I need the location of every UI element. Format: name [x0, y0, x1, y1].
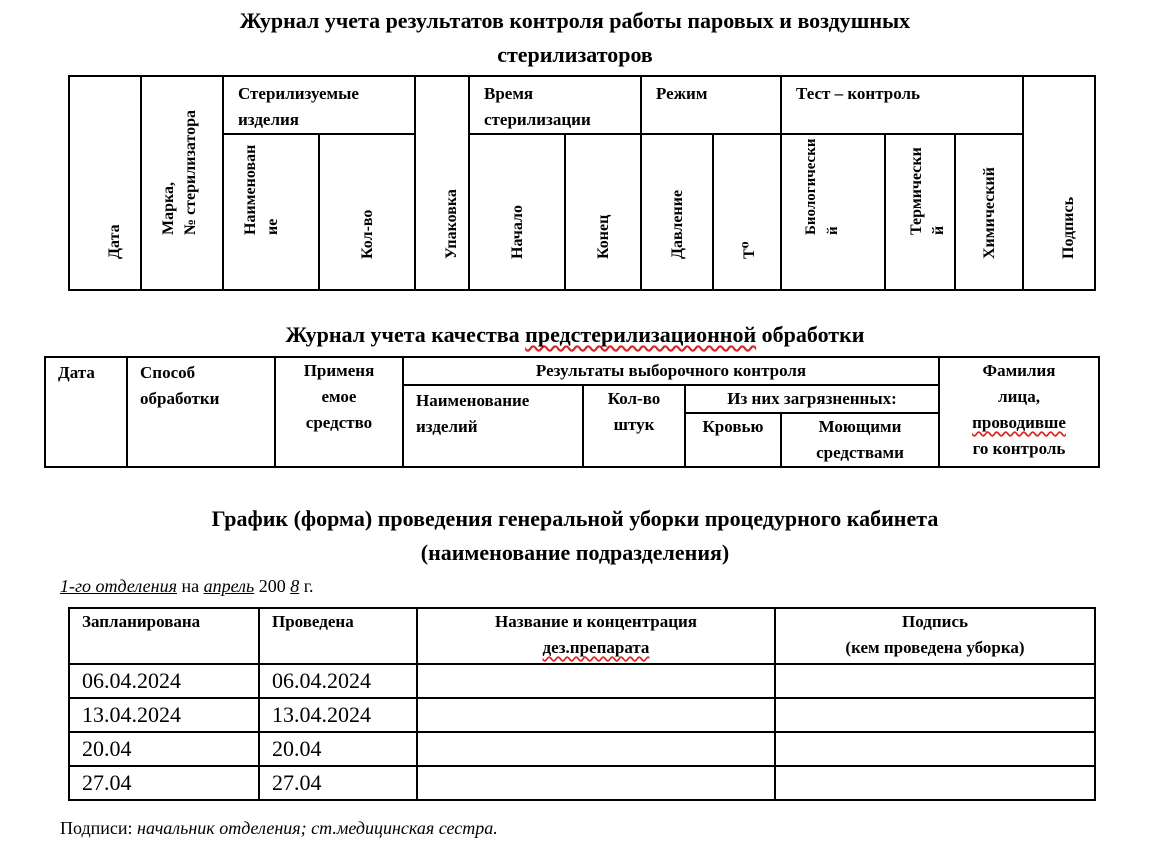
planned-date: 13.04.2024	[69, 698, 259, 732]
header-date: Дата	[45, 357, 127, 467]
table-row	[69, 698, 1095, 732]
header-item-name: Наименован ие	[223, 134, 319, 290]
disinfectant-cell	[417, 766, 775, 800]
planned-date: 20.04	[69, 732, 259, 766]
done-date: 06.04.2024	[259, 664, 417, 698]
header-signature: Подпись (кем проведена уборка)	[775, 608, 1095, 664]
header-detergents: Моющими средствами	[781, 413, 939, 467]
header-controller: Фамилия лица, проводивше го контроль	[939, 357, 1099, 467]
header-contaminated: Из них загрязненных:	[685, 385, 939, 413]
header-temperature: Т⁰	[713, 134, 781, 290]
journal1-title-line2: стерилизаторов	[497, 42, 653, 67]
journal1-title-line1: Журнал учета результатов контроля работы паровых и воздушных	[239, 8, 911, 33]
planned-date: 27.04	[69, 766, 259, 800]
header-planned: Запланирована	[69, 608, 259, 664]
signature-cell	[775, 664, 1095, 698]
done-date: 13.04.2024	[259, 698, 417, 732]
done-date: 20.04	[259, 732, 417, 766]
schedule-title-line1: График (форма) проведения генеральной уборки процедурного кабинета	[211, 506, 939, 531]
header-method: Способ обработки	[127, 357, 275, 467]
header-date: Дата	[69, 76, 141, 290]
header-mode: Режим	[641, 76, 781, 134]
header-disinfectant: Название и концентрация дез.препарата	[417, 608, 775, 664]
presterilization-quality-table	[44, 356, 1100, 468]
sterilizer-control-table	[68, 75, 1096, 291]
disinfectant-cell	[417, 732, 775, 766]
table-row	[69, 732, 1095, 766]
header-sterilized-items: Стерилизуемые изделия	[223, 76, 415, 134]
header-packaging: Упаковка	[415, 76, 469, 290]
schedule-title-line2: (наименование подразделения)	[420, 540, 730, 565]
header-agent: Применя емое средство	[275, 357, 403, 467]
header-item-name: Наименование изделий	[403, 385, 583, 467]
header-sample-results: Результаты выборочного контроля	[403, 357, 939, 385]
header-biological: Биологически й	[781, 134, 885, 290]
header-thermal: Термически й	[885, 134, 955, 290]
signature-cell	[775, 698, 1095, 732]
table-row	[69, 664, 1095, 698]
header-test-control: Тест – контроль	[781, 76, 1023, 134]
header-pressure: Давление	[641, 134, 713, 290]
signatures-footer: Подписи: начальник отделения; ст.медицинская сестра.	[60, 818, 498, 838]
header-sterilization-time: Время стерилизации	[469, 76, 641, 134]
header-brand: Марка, № стерилизатора	[141, 76, 223, 290]
table-row	[69, 766, 1095, 800]
disinfectant-cell	[417, 664, 775, 698]
header-blood: Кровью	[685, 413, 781, 467]
header-chemical: Химический	[955, 134, 1023, 290]
cleaning-schedule-table	[68, 607, 1096, 801]
header-end: Конец	[565, 134, 641, 290]
planned-date: 06.04.2024	[69, 664, 259, 698]
signature-cell	[775, 732, 1095, 766]
header-start: Начало	[469, 134, 565, 290]
department-line: 1-го отделения на апрель 200 8 г.	[60, 576, 314, 596]
header-count: Кол-во штук	[583, 385, 685, 467]
header-quantity: Кол-во	[319, 134, 415, 290]
header-done: Проведена	[259, 608, 417, 664]
disinfectant-cell	[417, 698, 775, 732]
header-signature: Подпись	[1023, 76, 1095, 290]
signature-cell	[775, 766, 1095, 800]
done-date: 27.04	[259, 766, 417, 800]
journal2-title: Журнал учета качества предстерилизационной обработки	[285, 322, 865, 347]
